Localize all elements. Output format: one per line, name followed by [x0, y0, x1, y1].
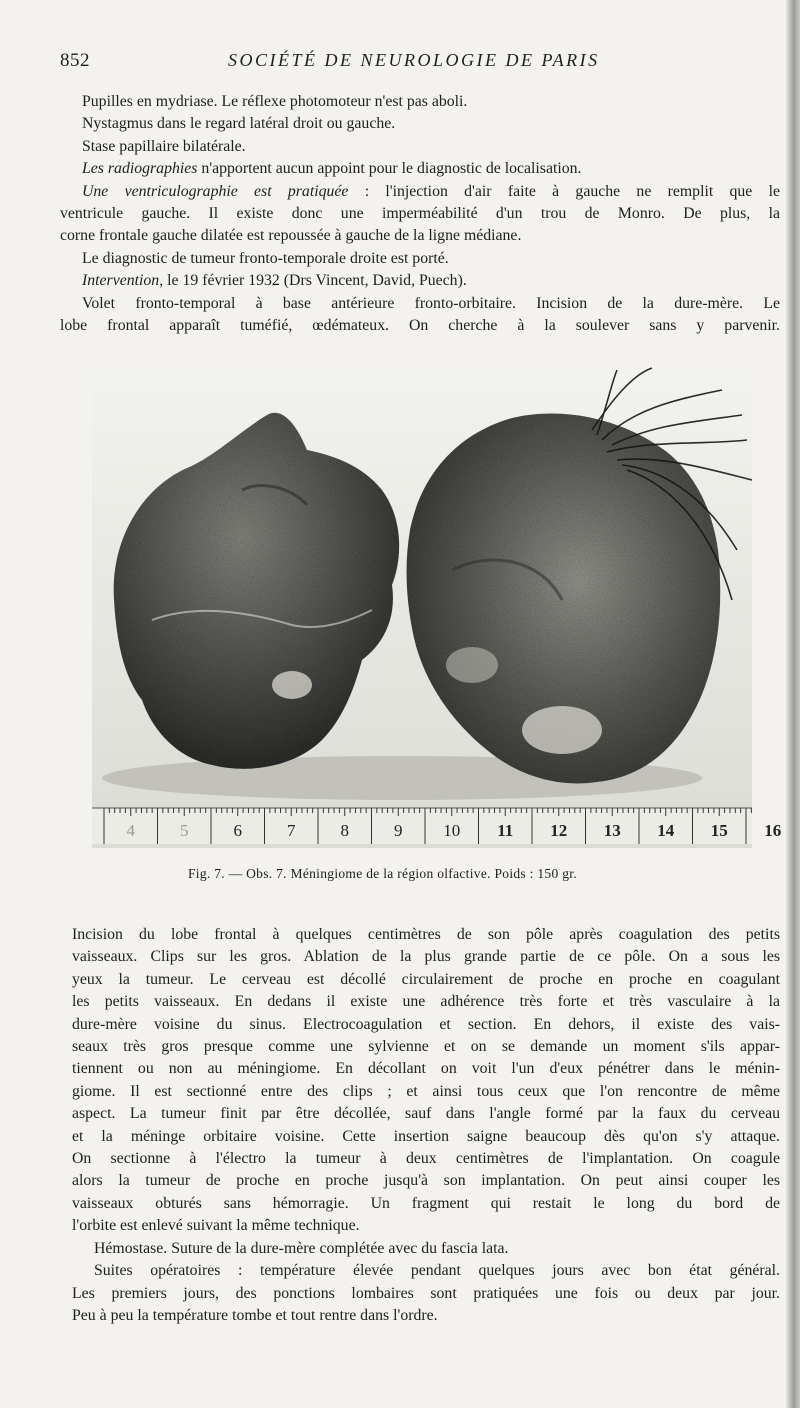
text-block-bottom [72, 924, 780, 1327]
line-text: Peu à peu la température tombe et tout rentre dans l'ordre. [72, 1306, 438, 1324]
ruler-number: 8 [340, 821, 349, 840]
text-line [72, 991, 780, 1013]
ruler-number: 6 [233, 821, 242, 840]
text-line [72, 1058, 780, 1080]
line-text: giome. Il est sectionné entre des clips ; et ainsi tous ceux que l'on rencontre de même [72, 1082, 780, 1100]
text-line [72, 1170, 780, 1192]
line-text: ventricule gauche. Il existe donc une imperméabilité d'un trou de Monro. De plus, la [60, 205, 780, 223]
line-text: , le 19 février 1932 (Drs Vincent, David, Puech). [159, 272, 467, 290]
ruler-number: 9 [394, 821, 403, 840]
italic-lead: Intervention [82, 272, 160, 290]
line-text: Incision du lobe frontal à quelques centimètres de son pôle après coagulation des petits [72, 926, 780, 943]
ruler-number: 4 [126, 821, 135, 840]
line-text: Suites opératoires : température élevée pendant quelques jours avec bon état général. [94, 1262, 780, 1280]
ruler-number: 5 [180, 821, 189, 840]
line-text: corne frontale gauche dilatée est repoussée à gauche de la ligne médiane. [60, 227, 522, 245]
text-line [60, 136, 780, 158]
line-text: vaisseaux obturés sans hémorragie. Un fragment qui restait le long du bord de [72, 1194, 780, 1212]
running-head: SOCIÉTÉ DE NEUROLOGIE DE PARIS [228, 50, 600, 70]
line-text: l'orbite est enlevé suivant la même technique. [72, 1217, 360, 1235]
line-text: Nystagmus dans le regard latéral droit ou gauche. [82, 115, 396, 133]
text-line [72, 1081, 780, 1103]
page-header [60, 50, 780, 76]
line-text: seaux très gros presque comme une sylvienne et on se demande un moment s'ils appar- [72, 1038, 780, 1056]
ruler-number: 13 [603, 821, 621, 840]
ruler-number: 10 [443, 821, 461, 840]
book-spine-shadow [786, 0, 800, 1408]
text-line [72, 1260, 780, 1282]
ruler-number: 16 [764, 821, 782, 840]
specimen-photograph [92, 370, 782, 848]
text-line [72, 924, 780, 946]
line-text: On sectionne à l'électro la tumeur à deux centimètres de l'implantation. On coagule [72, 1150, 780, 1168]
line-text: tiennent ou non au méningiome. En décollant on voit l'un d'eux pénétrer dans le ménin- [72, 1060, 780, 1078]
ruler-number: 14 [657, 821, 675, 840]
text-line [60, 158, 780, 180]
text-line [60, 91, 780, 113]
text-line [72, 969, 780, 991]
text-line [72, 1305, 780, 1327]
line-text: dure-mère voisine du sinus. Electrocoagulation et section. En dehors, il existe des vais- [72, 1015, 780, 1033]
text-line [72, 1193, 780, 1215]
line-text: Volet fronto-temporal à base antérieure fronto-orbitaire. Incision de la dure-mère. Le [82, 294, 780, 312]
line-text: Les premiers jours, des ponctions lombaires sont pratiquées une fois ou deux par jour. [72, 1284, 780, 1302]
line-text: vaisseaux. Clips sur les gros. Ablation de la plus grande partie de ce pôle. On a sous les [72, 948, 780, 966]
text-line [72, 1126, 780, 1148]
line-text: Hémostase. Suture de la dure-mère complétée avec du fascia lata. [94, 1239, 509, 1257]
specimen-photo-svg [92, 370, 782, 848]
text-line [60, 293, 780, 315]
line-text: Stase papillaire bilatérale. [82, 137, 246, 155]
text-line [60, 248, 780, 270]
text-line [60, 113, 780, 135]
text-block-top [60, 91, 780, 337]
text-line [60, 315, 780, 337]
line-text: les petits vaisseaux. En dedans il existe une adhérence très forte et très vasculaire à la [72, 993, 780, 1011]
ruler-number: 7 [287, 821, 296, 840]
text-line [72, 1215, 780, 1237]
line-text: Le diagnostic de tumeur fronto-temporale droite est porté. [82, 249, 449, 267]
page-number: 852 [60, 50, 90, 71]
ruler-number: 15 [710, 821, 728, 840]
line-text: alors la tumeur de proche en proche jusqu'à son implantation. On peut ainsi couper les [72, 1172, 780, 1190]
text-line [72, 1148, 780, 1170]
line-text: lobe frontal apparaît tuméfié, œdémateux. On cherche à la soulever sans y parvenir. [60, 317, 780, 335]
figure-caption: Fig. 7. — Obs. 7. Méningiome de la région olfactive. Poids : 150 gr. [188, 866, 577, 881]
line-text: aspect. La tumeur finit par être décollée, sauf dans l'angle formé par la faux du cerveau [72, 1105, 780, 1123]
line-text: et la méninge orbitaire voisine. Cette insertion saigne beaucoup dès qu'on s'y attaque. [72, 1127, 780, 1145]
text-line [60, 225, 780, 247]
line-text: Pupilles en mydriase. Le réflexe photomoteur n'est pas aboli. [82, 93, 468, 110]
text-line [72, 1238, 780, 1260]
italic-lead: Les radiographies [82, 160, 198, 178]
line-text: n'apportent aucun appoint pour le diagnostic de localisation. [197, 160, 582, 178]
text-line [72, 1283, 780, 1305]
text-line [72, 946, 780, 968]
ruler-number: 11 [497, 821, 514, 840]
text-line [72, 1014, 780, 1036]
text-line [60, 270, 780, 292]
ruler-number: 12 [550, 821, 568, 840]
line-text: yeux la tumeur. Le cerveau est décollé circulairement de proche en proche en coagulant [72, 970, 780, 988]
text-line [72, 1103, 780, 1125]
text-line [72, 1036, 780, 1058]
text-line [60, 181, 780, 203]
text-line [60, 203, 780, 225]
italic-lead: Une ventriculographie est pratiquée [82, 182, 349, 200]
line-text: : l'injection d'air faite à gauche ne remplit que le [348, 182, 780, 200]
